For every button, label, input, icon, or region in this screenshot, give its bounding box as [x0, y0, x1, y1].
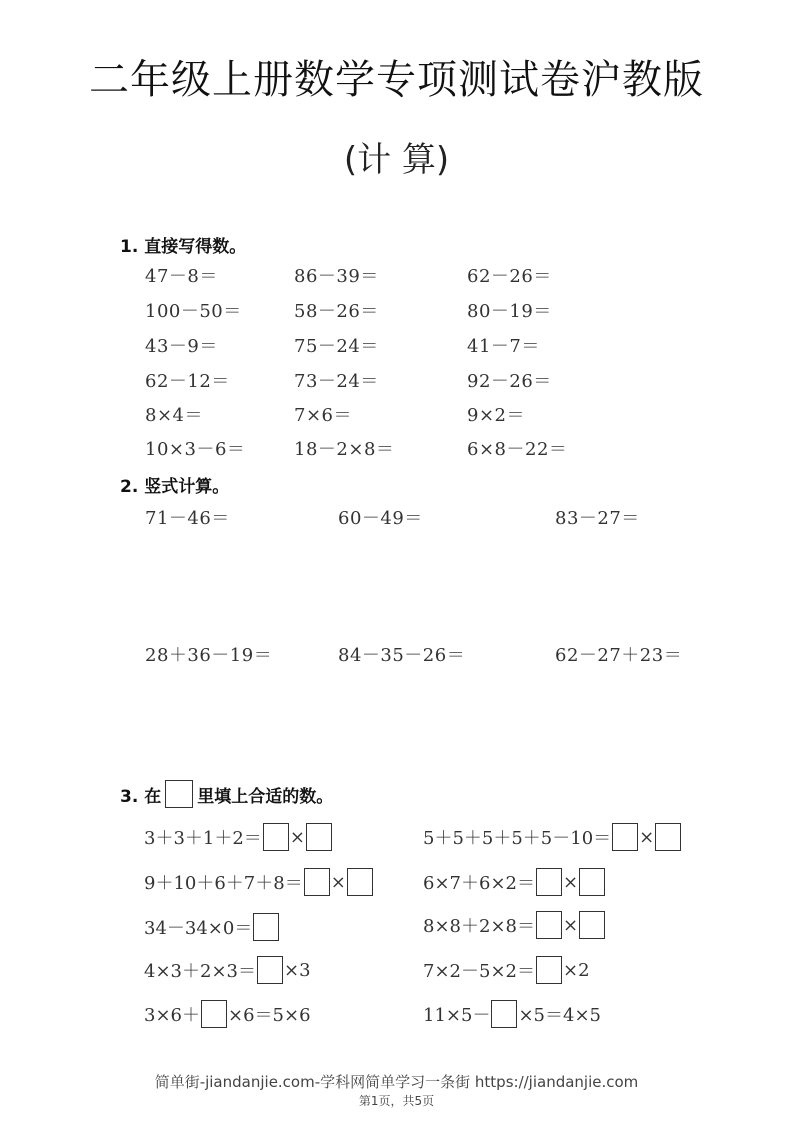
problem-item: 100－50＝: [145, 301, 242, 322]
fill-item: 9＋10＋6＋7＋8＝ ×: [144, 868, 374, 896]
answer-box[interactable]: [612, 823, 638, 851]
problem-item: 62－12＝: [145, 371, 230, 392]
fill-item: 3＋3＋1＋2＝ ×: [144, 823, 333, 851]
answer-box[interactable]: [201, 1000, 227, 1028]
answer-box[interactable]: [579, 868, 605, 896]
answer-box[interactable]: [347, 868, 373, 896]
page-subtitle: (计 算): [343, 140, 450, 180]
fill-item: 4×3＋2×3＝ ×3: [144, 956, 311, 984]
footer-watermark: 简单街-jiandanjie.com-学科网简单学习一条街 https://jiandanjie.com: [154, 1073, 639, 1091]
problem-item: 8×4＝: [145, 405, 203, 426]
fill-item: 11×5－ ×5＝4×5: [423, 1000, 601, 1028]
problem-item: 18－2×8＝: [294, 439, 395, 460]
problem-item: 62－26＝: [467, 266, 552, 287]
vertical-calc-item: 71－46＝: [145, 508, 230, 529]
fill-item: 8×8＋2×8＝ ×: [423, 911, 606, 939]
problem-item: 41－7＝: [467, 336, 540, 357]
answer-box[interactable]: [655, 823, 681, 851]
section3-heading-before: 3. 在: [120, 786, 162, 807]
problem-item: 43－9＝: [145, 336, 218, 357]
fill-item: 3×6＋ ×6＝5×6: [144, 1000, 311, 1028]
section1-heading: 1. 直接写得数。: [120, 237, 247, 257]
fill-item: 6×7＋6×2＝ ×: [423, 868, 606, 896]
fill-item: 34－34×0＝: [144, 913, 280, 941]
problem-item: 86－39＝: [294, 266, 379, 287]
vertical-calc-item: 62－27＋23＝: [555, 645, 683, 666]
answer-box[interactable]: [257, 956, 283, 984]
answer-box-icon: [165, 780, 193, 808]
problem-item: 92－26＝: [467, 371, 552, 392]
section2-heading: 2. 竖式计算。: [120, 477, 230, 497]
section3-heading: [120, 780, 333, 808]
vertical-calc-item: 28＋36－19＝: [145, 645, 273, 666]
problem-item: 58－26＝: [294, 301, 379, 322]
answer-box[interactable]: [536, 956, 562, 984]
problem-item: 10×3－6＝: [145, 439, 246, 460]
problem-item: 80－19＝: [467, 301, 552, 322]
problem-item: 9×2＝: [467, 405, 525, 426]
page-title: 二年级上册数学专项测试卷沪教版: [89, 57, 704, 103]
vertical-calc-item: 83－27＝: [555, 508, 640, 529]
answer-box[interactable]: [306, 823, 332, 851]
problem-item: 47－8＝: [145, 266, 218, 287]
answer-box[interactable]: [536, 911, 562, 939]
section3-heading-after: 里填上合适的数。: [197, 786, 334, 807]
vertical-calc-item: 60－49＝: [338, 508, 423, 529]
vertical-calc-item: 84－35－26＝: [338, 645, 466, 666]
answer-box[interactable]: [304, 868, 330, 896]
problem-item: 75－24＝: [294, 336, 379, 357]
fill-item: 7×2－5×2＝ ×2: [423, 956, 590, 984]
answer-box[interactable]: [579, 911, 605, 939]
page-number: 第1页，共5页: [358, 1094, 435, 1108]
answer-box[interactable]: [263, 823, 289, 851]
problem-item: 7×6＝: [294, 405, 352, 426]
answer-box[interactable]: [253, 913, 279, 941]
problem-item: 73－24＝: [294, 371, 379, 392]
answer-box[interactable]: [491, 1000, 517, 1028]
answer-box[interactable]: [536, 868, 562, 896]
problem-item: 6×8－22＝: [467, 439, 568, 460]
fill-item: 5＋5＋5＋5＋5－10＝ ×: [423, 823, 682, 851]
